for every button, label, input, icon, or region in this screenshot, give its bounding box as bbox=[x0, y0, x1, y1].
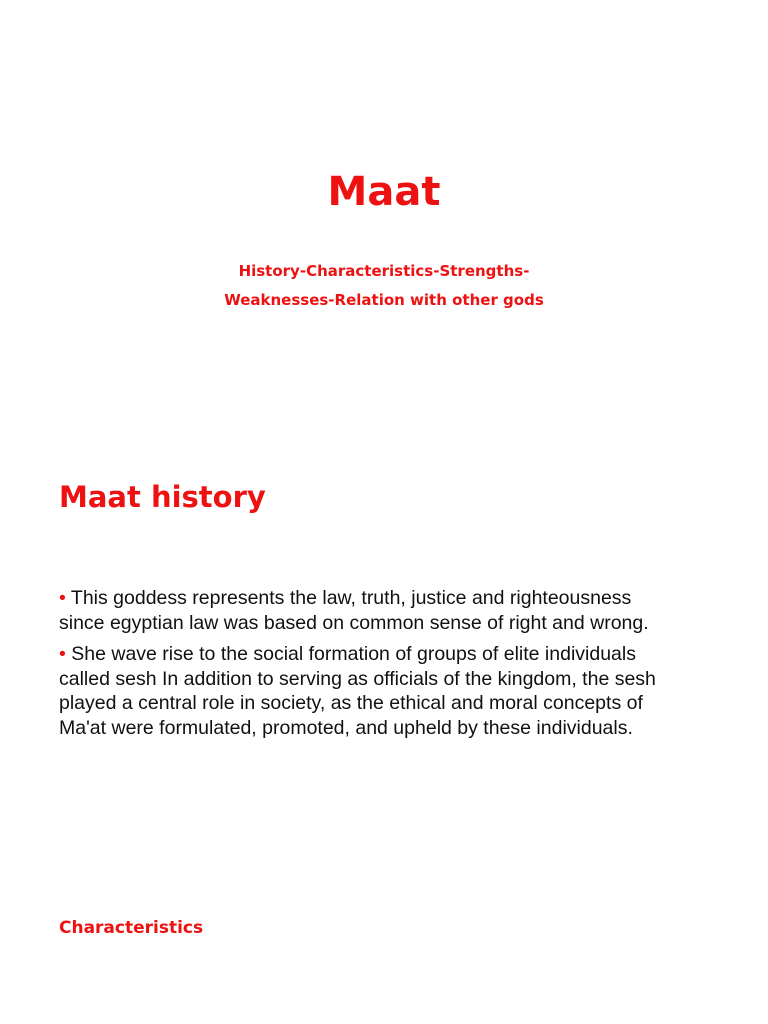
bullet-line: Ma'at were formulated, promoted, and upheld by these individuals. bbox=[59, 716, 633, 739]
bullet-line: since egyptian law was based on common sense of right and wrong. bbox=[59, 611, 649, 634]
bullet-line bbox=[59, 642, 719, 667]
bullet-text: This goddess represents the law, truth, justice and righteousness bbox=[70, 587, 632, 609]
bullet-line: played a central role in society, as the ethical and moral concepts of bbox=[59, 692, 643, 714]
bullet-line: called sesh In addition to serving as officials of the kingdom, the sesh bbox=[59, 667, 656, 690]
bullet-dot-icon: • bbox=[59, 587, 66, 609]
bullet-item bbox=[59, 642, 719, 740]
subtitle-line-2: Weaknesses-Relation with other gods bbox=[224, 291, 544, 309]
section-heading-characteristics: Characteristics bbox=[59, 918, 204, 938]
history-bullet-list bbox=[59, 586, 719, 747]
bullet-text: She wave rise to the social formation of groups of elite individuals bbox=[71, 643, 636, 665]
section-heading-history: Maat history bbox=[59, 480, 266, 514]
document-title: Maat bbox=[327, 169, 441, 215]
bullet-item bbox=[59, 586, 719, 635]
bullet-dot-icon: • bbox=[59, 643, 66, 665]
subtitle-line-1: History-Characteristics-Strengths- bbox=[238, 262, 530, 280]
bullet-line bbox=[59, 586, 719, 611]
